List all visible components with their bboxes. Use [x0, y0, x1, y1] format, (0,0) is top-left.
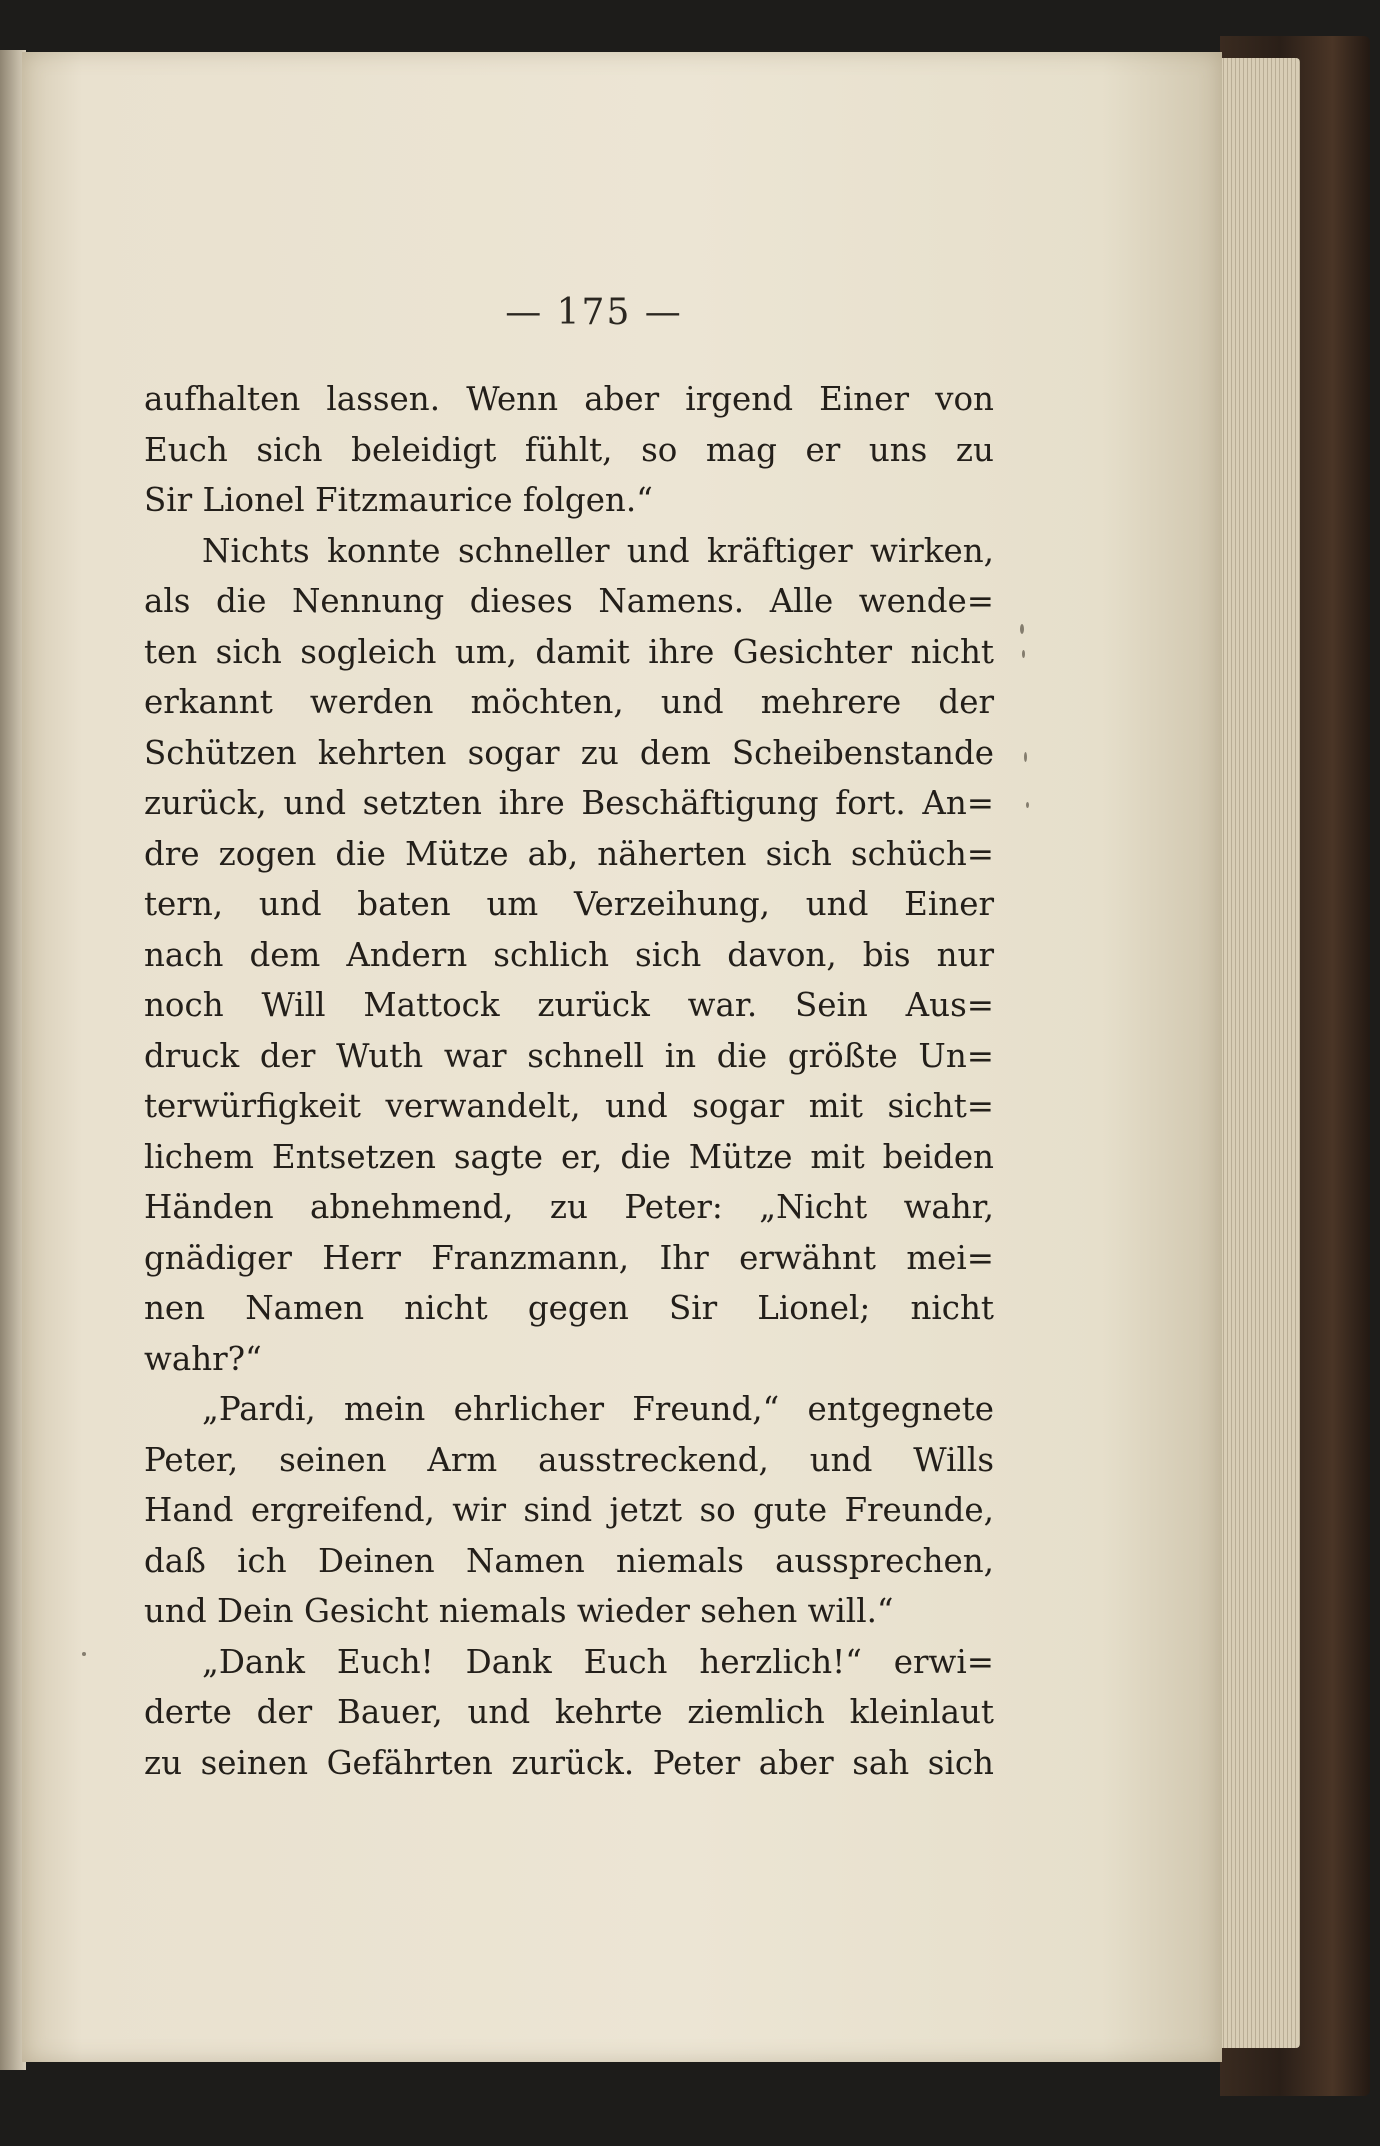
ink-speck	[1020, 624, 1024, 634]
page-text	[144, 374, 994, 1788]
text-line: erkannt werden möchten, und mehrere der	[144, 683, 994, 721]
text-line: Schützen kehrten sogar zu dem Scheibenstande	[144, 733, 994, 772]
text-line: zurück, und setzten ihre Beschäftigung fort. An=	[144, 784, 994, 822]
text-line: zu seinen Gefährten zurück. Peter aber sah sich	[144, 1743, 994, 1782]
text-line: wahr?“	[144, 1339, 262, 1378]
ink-speck	[1026, 802, 1029, 808]
text-line: Euch sich beleidigt fühlt, so mag er uns zu	[144, 430, 994, 469]
book-page	[22, 52, 1222, 2062]
ink-speck	[82, 1652, 86, 1656]
text-line: ten sich sogleich um, damit ihre Gesichter nicht	[144, 632, 994, 671]
text-line: derte der Bauer, und kehrte ziemlich kleinlaut	[144, 1693, 994, 1731]
ink-speck	[1022, 650, 1025, 658]
text-line: „Dank Euch! Dank Euch herzlich!“ erwi=	[202, 1642, 994, 1681]
page-number: — 175 —	[505, 292, 683, 333]
text-line: dre zogen die Mütze ab, näherten sich schüch=	[144, 834, 994, 873]
text-line: Sir Lionel Fitzmaurice folgen.“	[144, 481, 653, 519]
text-line: lichem Entsetzen sagte er, die Mütze mit beiden	[144, 1137, 994, 1176]
text-line: Händen abnehmend, zu Peter: „Nicht wahr,	[144, 1188, 994, 1226]
text-line: nach dem Andern schlich sich davon, bis nur	[144, 935, 994, 974]
text-line: nen Namen nicht gegen Sir Lionel; nicht	[144, 1289, 994, 1327]
text-line: „Pardi, mein ehrlicher Freund,“ entgegnete	[202, 1390, 994, 1428]
text-line: als die Nennung dieses Namens. Alle wende=	[144, 582, 994, 620]
text-line: tern, und baten um Verzeihung, und Einer	[144, 885, 994, 923]
text-line: gnädiger Herr Franzmann, Ihr erwähnt mei=	[144, 1238, 994, 1277]
text-line: noch Will Mattock zurück war. Sein Aus=	[144, 986, 994, 1024]
text-line: Peter, seinen Arm ausstreckend, und Wills	[144, 1440, 994, 1479]
ink-speck	[1024, 752, 1027, 762]
text-line: terwürfigkeit verwandelt, und sogar mit sicht=	[144, 1087, 994, 1125]
text-line: und Dein Gesicht niemals wieder sehen will.“	[144, 1592, 894, 1630]
text-line: aufhalten lassen. Wenn aber irgend Einer von	[144, 380, 994, 418]
text-line: Hand ergreifend, wir sind jetzt so gute Freunde,	[144, 1491, 994, 1529]
text-line: daß ich Deinen Namen niemals aussprechen,	[144, 1541, 994, 1580]
text-line: druck der Wuth war schnell in die größte Un=	[144, 1036, 994, 1075]
text-line: Nichts konnte schneller und kräftiger wirken,	[202, 531, 994, 570]
